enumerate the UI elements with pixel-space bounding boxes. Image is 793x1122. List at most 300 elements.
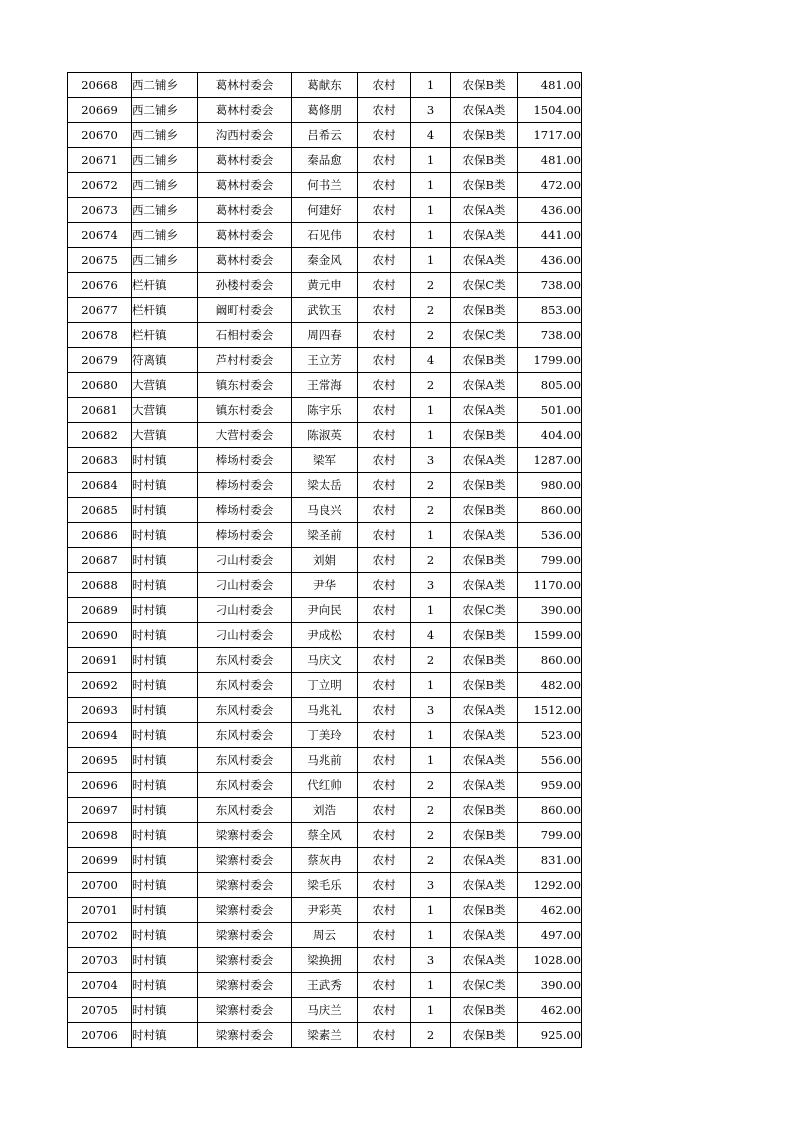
table-row (68, 198, 582, 223)
amount-cell: 436.00 (518, 248, 582, 273)
insurance-type-cell: 农保A类 (451, 248, 518, 273)
amount-cell: 390.00 (518, 598, 582, 623)
person-name-cell: 梁素兰 (292, 1023, 358, 1048)
amount-cell: 1028.00 (518, 948, 582, 973)
table-row (68, 323, 582, 348)
record-id-cell: 20670 (68, 123, 132, 148)
village-committee-cell: 棒场村委会 (198, 523, 292, 548)
household-count-cell: 3 (411, 698, 451, 723)
town-cell: 大营镇 (132, 423, 198, 448)
village-committee-cell: 东风村委会 (198, 773, 292, 798)
village-committee-cell: 棒场村委会 (198, 498, 292, 523)
area-type-cell: 农村 (358, 623, 411, 648)
insurance-type-cell: 农保A类 (451, 773, 518, 798)
person-name-cell: 马兆前 (292, 748, 358, 773)
amount-cell: 1717.00 (518, 123, 582, 148)
town-cell: 时村镇 (132, 998, 198, 1023)
insurance-type-cell: 农保A类 (451, 873, 518, 898)
amount-cell: 482.00 (518, 673, 582, 698)
area-type-cell: 农村 (358, 473, 411, 498)
village-committee-cell: 葛林村委会 (198, 98, 292, 123)
person-name-cell: 马兆礼 (292, 698, 358, 723)
insurance-type-cell: 农保C类 (451, 273, 518, 298)
amount-cell: 860.00 (518, 798, 582, 823)
table-row (68, 473, 582, 498)
roster-body (68, 73, 582, 1048)
amount-cell: 390.00 (518, 973, 582, 998)
village-committee-cell: 梁寨村委会 (198, 998, 292, 1023)
area-type-cell: 农村 (358, 348, 411, 373)
town-cell: 西二铺乡 (132, 98, 198, 123)
household-count-cell: 2 (411, 473, 451, 498)
household-count-cell: 1 (411, 148, 451, 173)
town-cell: 大营镇 (132, 373, 198, 398)
village-committee-cell: 东风村委会 (198, 723, 292, 748)
insurance-type-cell: 农保A类 (451, 223, 518, 248)
insurance-type-cell: 农保B类 (451, 648, 518, 673)
area-type-cell: 农村 (358, 298, 411, 323)
area-type-cell: 农村 (358, 548, 411, 573)
area-type-cell: 农村 (358, 823, 411, 848)
town-cell: 时村镇 (132, 648, 198, 673)
town-cell: 西二铺乡 (132, 123, 198, 148)
record-id-cell: 20671 (68, 148, 132, 173)
town-cell: 栏杆镇 (132, 273, 198, 298)
record-id-cell: 20679 (68, 348, 132, 373)
household-count-cell: 1 (411, 898, 451, 923)
household-count-cell: 2 (411, 498, 451, 523)
person-name-cell: 尹彩英 (292, 898, 358, 923)
table-row (68, 648, 582, 673)
person-name-cell: 马庆兰 (292, 998, 358, 1023)
village-committee-cell: 东风村委会 (198, 798, 292, 823)
area-type-cell: 农村 (358, 98, 411, 123)
table-row (68, 998, 582, 1023)
table-row (68, 98, 582, 123)
area-type-cell: 农村 (358, 148, 411, 173)
household-count-cell: 1 (411, 748, 451, 773)
amount-cell: 536.00 (518, 523, 582, 548)
area-type-cell: 农村 (358, 273, 411, 298)
area-type-cell: 农村 (358, 1023, 411, 1048)
record-id-cell: 20693 (68, 698, 132, 723)
town-cell: 时村镇 (132, 673, 198, 698)
village-committee-cell: 葛林村委会 (198, 148, 292, 173)
area-type-cell: 农村 (358, 523, 411, 548)
area-type-cell: 农村 (358, 373, 411, 398)
town-cell: 时村镇 (132, 948, 198, 973)
household-count-cell: 3 (411, 98, 451, 123)
area-type-cell: 农村 (358, 673, 411, 698)
record-id-cell: 20681 (68, 398, 132, 423)
household-count-cell: 3 (411, 448, 451, 473)
village-committee-cell: 梁寨村委会 (198, 1023, 292, 1048)
insurance-type-cell: 农保C类 (451, 323, 518, 348)
person-name-cell: 丁美玲 (292, 723, 358, 748)
town-cell: 大营镇 (132, 398, 198, 423)
person-name-cell: 马庆文 (292, 648, 358, 673)
table-row (68, 298, 582, 323)
person-name-cell: 王立芳 (292, 348, 358, 373)
insurance-type-cell: 农保B类 (451, 548, 518, 573)
household-count-cell: 1 (411, 723, 451, 748)
table-row (68, 698, 582, 723)
table-row (68, 148, 582, 173)
village-committee-cell: 梁寨村委会 (198, 898, 292, 923)
village-committee-cell: 芦村村委会 (198, 348, 292, 373)
insurance-type-cell: 农保A类 (451, 723, 518, 748)
roster-table (67, 72, 582, 1048)
household-count-cell: 1 (411, 398, 451, 423)
town-cell: 时村镇 (132, 873, 198, 898)
table-row (68, 873, 582, 898)
person-name-cell: 王常海 (292, 373, 358, 398)
amount-cell: 925.00 (518, 1023, 582, 1048)
amount-cell: 1504.00 (518, 98, 582, 123)
town-cell: 时村镇 (132, 598, 198, 623)
person-name-cell: 秦品愈 (292, 148, 358, 173)
record-id-cell: 20674 (68, 223, 132, 248)
amount-cell: 436.00 (518, 198, 582, 223)
amount-cell: 1799.00 (518, 348, 582, 373)
record-id-cell: 20703 (68, 948, 132, 973)
amount-cell: 1292.00 (518, 873, 582, 898)
record-id-cell: 20677 (68, 298, 132, 323)
table-row (68, 548, 582, 573)
area-type-cell: 农村 (358, 748, 411, 773)
village-committee-cell: 刁山村委会 (198, 623, 292, 648)
village-committee-cell: 葛林村委会 (198, 198, 292, 223)
table-row (68, 748, 582, 773)
area-type-cell: 农村 (358, 398, 411, 423)
amount-cell: 462.00 (518, 998, 582, 1023)
person-name-cell: 何建好 (292, 198, 358, 223)
table-row (68, 523, 582, 548)
village-committee-cell: 孙楼村委会 (198, 273, 292, 298)
household-count-cell: 2 (411, 273, 451, 298)
insurance-type-cell: 农保B类 (451, 73, 518, 98)
insurance-type-cell: 农保B类 (451, 673, 518, 698)
table-row (68, 373, 582, 398)
table-row (68, 823, 582, 848)
area-type-cell: 农村 (358, 998, 411, 1023)
area-type-cell: 农村 (358, 323, 411, 348)
insurance-type-cell: 农保A类 (451, 448, 518, 473)
record-id-cell: 20698 (68, 823, 132, 848)
household-count-cell: 4 (411, 348, 451, 373)
village-committee-cell: 梁寨村委会 (198, 948, 292, 973)
person-name-cell: 何书兰 (292, 173, 358, 198)
household-count-cell: 3 (411, 573, 451, 598)
amount-cell: 853.00 (518, 298, 582, 323)
record-id-cell: 20686 (68, 523, 132, 548)
area-type-cell: 农村 (358, 598, 411, 623)
table-row (68, 598, 582, 623)
village-committee-cell: 刁山村委会 (198, 548, 292, 573)
table-row (68, 973, 582, 998)
person-name-cell: 尹华 (292, 573, 358, 598)
area-type-cell: 农村 (358, 898, 411, 923)
person-name-cell: 周云 (292, 923, 358, 948)
town-cell: 时村镇 (132, 698, 198, 723)
insurance-type-cell: 农保B类 (451, 623, 518, 648)
record-id-cell: 20699 (68, 848, 132, 873)
person-name-cell: 梁军 (292, 448, 358, 473)
record-id-cell: 20683 (68, 448, 132, 473)
amount-cell: 1287.00 (518, 448, 582, 473)
village-committee-cell: 沟西村委会 (198, 123, 292, 148)
area-type-cell: 农村 (358, 773, 411, 798)
amount-cell: 860.00 (518, 648, 582, 673)
household-count-cell: 1 (411, 223, 451, 248)
area-type-cell: 农村 (358, 723, 411, 748)
area-type-cell: 农村 (358, 498, 411, 523)
amount-cell: 441.00 (518, 223, 582, 248)
household-count-cell: 3 (411, 948, 451, 973)
table-row (68, 723, 582, 748)
town-cell: 时村镇 (132, 448, 198, 473)
household-count-cell: 3 (411, 873, 451, 898)
insurance-type-cell: 农保B类 (451, 1023, 518, 1048)
record-id-cell: 20692 (68, 673, 132, 698)
town-cell: 时村镇 (132, 748, 198, 773)
village-committee-cell: 梁寨村委会 (198, 923, 292, 948)
town-cell: 时村镇 (132, 773, 198, 798)
insurance-type-cell: 农保B类 (451, 823, 518, 848)
insurance-type-cell: 农保B类 (451, 473, 518, 498)
insurance-type-cell: 农保B类 (451, 498, 518, 523)
table-row (68, 1023, 582, 1048)
household-count-cell: 1 (411, 923, 451, 948)
person-name-cell: 丁立明 (292, 673, 358, 698)
table-row (68, 848, 582, 873)
table-row (68, 123, 582, 148)
record-id-cell: 20695 (68, 748, 132, 773)
household-count-cell: 1 (411, 173, 451, 198)
insurance-type-cell: 农保A类 (451, 848, 518, 873)
person-name-cell: 蔡全风 (292, 823, 358, 848)
person-name-cell: 刘浩 (292, 798, 358, 823)
amount-cell: 860.00 (518, 498, 582, 523)
record-id-cell: 20672 (68, 173, 132, 198)
record-id-cell: 20678 (68, 323, 132, 348)
table-row (68, 498, 582, 523)
village-committee-cell: 东风村委会 (198, 748, 292, 773)
person-name-cell: 黄元申 (292, 273, 358, 298)
table-row (68, 898, 582, 923)
person-name-cell: 梁换拥 (292, 948, 358, 973)
person-name-cell: 陈淑英 (292, 423, 358, 448)
amount-cell: 472.00 (518, 173, 582, 198)
town-cell: 时村镇 (132, 848, 198, 873)
household-count-cell: 4 (411, 623, 451, 648)
household-count-cell: 2 (411, 548, 451, 573)
town-cell: 西二铺乡 (132, 248, 198, 273)
area-type-cell: 农村 (358, 873, 411, 898)
household-count-cell: 2 (411, 773, 451, 798)
record-id-cell: 20705 (68, 998, 132, 1023)
area-type-cell: 农村 (358, 73, 411, 98)
village-committee-cell: 大营村委会 (198, 423, 292, 448)
person-name-cell: 葛修朋 (292, 98, 358, 123)
table-row (68, 173, 582, 198)
insurance-type-cell: 农保B类 (451, 998, 518, 1023)
amount-cell: 481.00 (518, 73, 582, 98)
household-count-cell: 1 (411, 598, 451, 623)
person-name-cell: 秦金风 (292, 248, 358, 273)
household-count-cell: 1 (411, 198, 451, 223)
area-type-cell: 农村 (358, 948, 411, 973)
person-name-cell: 石见伟 (292, 223, 358, 248)
amount-cell: 805.00 (518, 373, 582, 398)
village-committee-cell: 葛林村委会 (198, 223, 292, 248)
record-id-cell: 20675 (68, 248, 132, 273)
village-committee-cell: 葛林村委会 (198, 73, 292, 98)
person-name-cell: 周四春 (292, 323, 358, 348)
household-count-cell: 2 (411, 823, 451, 848)
insurance-type-cell: 农保B类 (451, 123, 518, 148)
area-type-cell: 农村 (358, 448, 411, 473)
table-row (68, 773, 582, 798)
town-cell: 时村镇 (132, 898, 198, 923)
insurance-type-cell: 农保A类 (451, 573, 518, 598)
amount-cell: 799.00 (518, 548, 582, 573)
household-count-cell: 1 (411, 73, 451, 98)
household-count-cell: 1 (411, 248, 451, 273)
table-row (68, 423, 582, 448)
insurance-type-cell: 农保A类 (451, 98, 518, 123)
person-name-cell: 蔡灰冉 (292, 848, 358, 873)
table-row (68, 923, 582, 948)
table-row (68, 398, 582, 423)
record-id-cell: 20690 (68, 623, 132, 648)
area-type-cell: 农村 (358, 573, 411, 598)
record-id-cell: 20684 (68, 473, 132, 498)
town-cell: 栏杆镇 (132, 298, 198, 323)
amount-cell: 1512.00 (518, 698, 582, 723)
household-count-cell: 4 (411, 123, 451, 148)
insurance-type-cell: 农保C类 (451, 598, 518, 623)
amount-cell: 980.00 (518, 473, 582, 498)
town-cell: 时村镇 (132, 723, 198, 748)
household-count-cell: 2 (411, 798, 451, 823)
amount-cell: 556.00 (518, 748, 582, 773)
household-count-cell: 1 (411, 423, 451, 448)
amount-cell: 462.00 (518, 898, 582, 923)
table-row (68, 448, 582, 473)
town-cell: 西二铺乡 (132, 198, 198, 223)
record-id-cell: 20689 (68, 598, 132, 623)
village-committee-cell: 阚町村委会 (198, 298, 292, 323)
insurance-type-cell: 农保B类 (451, 348, 518, 373)
household-count-cell: 1 (411, 523, 451, 548)
record-id-cell: 20682 (68, 423, 132, 448)
insurance-type-cell: 农保B类 (451, 173, 518, 198)
town-cell: 时村镇 (132, 548, 198, 573)
record-id-cell: 20680 (68, 373, 132, 398)
town-cell: 时村镇 (132, 973, 198, 998)
village-committee-cell: 东风村委会 (198, 673, 292, 698)
town-cell: 时村镇 (132, 823, 198, 848)
insurance-type-cell: 农保A类 (451, 948, 518, 973)
record-id-cell: 20702 (68, 923, 132, 948)
insurance-type-cell: 农保A类 (451, 373, 518, 398)
village-committee-cell: 东风村委会 (198, 698, 292, 723)
town-cell: 时村镇 (132, 573, 198, 598)
household-count-cell: 2 (411, 373, 451, 398)
area-type-cell: 农村 (358, 248, 411, 273)
record-id-cell: 20688 (68, 573, 132, 598)
insurance-type-cell: 农保B类 (451, 423, 518, 448)
table-row (68, 798, 582, 823)
town-cell: 时村镇 (132, 473, 198, 498)
amount-cell: 738.00 (518, 323, 582, 348)
record-id-cell: 20697 (68, 798, 132, 823)
village-committee-cell: 刁山村委会 (198, 598, 292, 623)
insurance-type-cell: 农保B类 (451, 298, 518, 323)
area-type-cell: 农村 (358, 973, 411, 998)
table-row (68, 248, 582, 273)
village-committee-cell: 梁寨村委会 (198, 848, 292, 873)
household-count-cell: 2 (411, 298, 451, 323)
household-count-cell: 2 (411, 848, 451, 873)
village-committee-cell: 镇东村委会 (198, 373, 292, 398)
insurance-type-cell: 农保B类 (451, 798, 518, 823)
amount-cell: 831.00 (518, 848, 582, 873)
area-type-cell: 农村 (358, 198, 411, 223)
record-id-cell: 20700 (68, 873, 132, 898)
person-name-cell: 吕希云 (292, 123, 358, 148)
town-cell: 栏杆镇 (132, 323, 198, 348)
town-cell: 西二铺乡 (132, 73, 198, 98)
household-count-cell: 2 (411, 1023, 451, 1048)
record-id-cell: 20676 (68, 273, 132, 298)
table-row (68, 273, 582, 298)
insurance-type-cell: 农保A类 (451, 923, 518, 948)
village-committee-cell: 葛林村委会 (198, 248, 292, 273)
town-cell: 时村镇 (132, 923, 198, 948)
town-cell: 时村镇 (132, 498, 198, 523)
table-row (68, 673, 582, 698)
amount-cell: 799.00 (518, 823, 582, 848)
person-name-cell: 梁圣前 (292, 523, 358, 548)
person-name-cell: 尹成松 (292, 623, 358, 648)
village-committee-cell: 石相村委会 (198, 323, 292, 348)
area-type-cell: 农村 (358, 698, 411, 723)
area-type-cell: 农村 (358, 123, 411, 148)
village-committee-cell: 梁寨村委会 (198, 973, 292, 998)
person-name-cell: 王武秀 (292, 973, 358, 998)
amount-cell: 959.00 (518, 773, 582, 798)
table-row (68, 948, 582, 973)
record-id-cell: 20704 (68, 973, 132, 998)
table-row (68, 573, 582, 598)
table-row (68, 223, 582, 248)
person-name-cell: 刘娟 (292, 548, 358, 573)
person-name-cell: 代红帅 (292, 773, 358, 798)
person-name-cell: 马良兴 (292, 498, 358, 523)
amount-cell: 501.00 (518, 398, 582, 423)
table-row (68, 73, 582, 98)
village-committee-cell: 棒场村委会 (198, 473, 292, 498)
town-cell: 西二铺乡 (132, 148, 198, 173)
town-cell: 西二铺乡 (132, 223, 198, 248)
insurance-type-cell: 农保A类 (451, 748, 518, 773)
town-cell: 时村镇 (132, 798, 198, 823)
table-row (68, 348, 582, 373)
town-cell: 时村镇 (132, 623, 198, 648)
town-cell: 时村镇 (132, 523, 198, 548)
